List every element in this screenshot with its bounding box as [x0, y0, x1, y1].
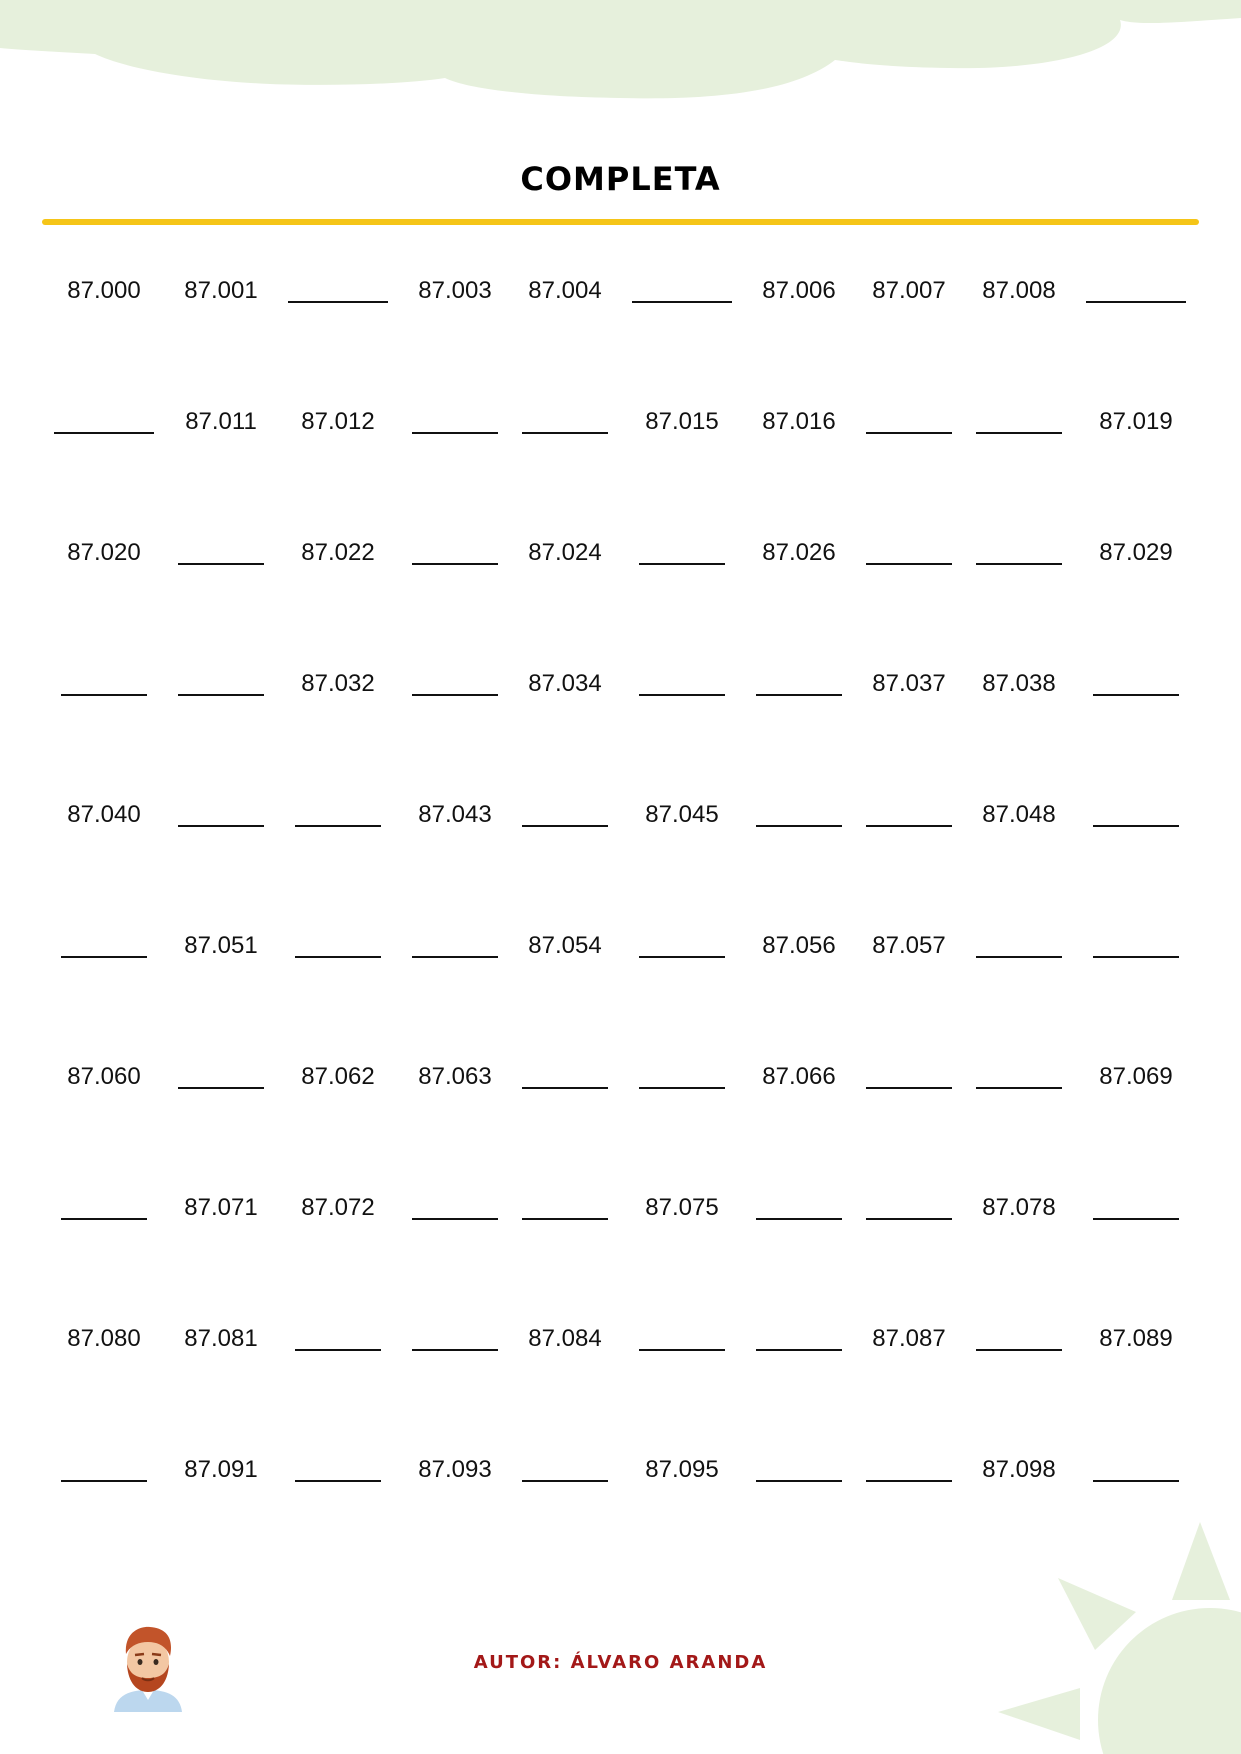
answer-blank[interactable]: [178, 1062, 264, 1092]
answer-blank[interactable]: [756, 1193, 842, 1223]
answer-blank[interactable]: [522, 1062, 608, 1092]
answer-blank[interactable]: [61, 1455, 147, 1485]
number-cell: 87.003: [418, 277, 492, 304]
answer-blank[interactable]: [178, 800, 264, 830]
number-cell: 87.015: [645, 408, 719, 435]
number-cell: 87.084: [528, 1325, 602, 1352]
answer-blank[interactable]: [54, 407, 154, 437]
number-cell: 87.019: [1099, 408, 1173, 435]
number-cell: 87.056: [762, 932, 836, 959]
answer-blank[interactable]: [866, 538, 952, 568]
number-cell: 87.043: [418, 801, 492, 828]
number-cell: 87.007: [872, 277, 946, 304]
number-cell: 87.057: [872, 932, 946, 959]
number-cell: 87.004: [528, 277, 602, 304]
answer-blank[interactable]: [412, 931, 498, 961]
answer-blank[interactable]: [295, 1455, 381, 1485]
answer-blank[interactable]: [522, 1455, 608, 1485]
number-cell: 87.063: [418, 1063, 492, 1090]
number-cell: 87.051: [184, 932, 258, 959]
number-cell: 87.006: [762, 277, 836, 304]
number-cell: 87.001: [184, 277, 258, 304]
answer-blank[interactable]: [295, 800, 381, 830]
number-cell: 87.091: [184, 1456, 258, 1483]
number-cell: 87.075: [645, 1194, 719, 1221]
number-cell: 87.087: [872, 1325, 946, 1352]
number-cell: 87.038: [982, 670, 1056, 697]
answer-blank[interactable]: [1093, 669, 1179, 699]
number-cell: 87.037: [872, 670, 946, 697]
number-cell: 87.029: [1099, 539, 1173, 566]
number-cell: 87.011: [185, 408, 257, 435]
answer-blank[interactable]: [866, 1062, 952, 1092]
author-credit: AUTOR: ÁLVARO ARANDA: [473, 1652, 768, 1673]
number-cell: 87.034: [528, 670, 602, 697]
answer-blank[interactable]: [976, 407, 1062, 437]
number-cell: 87.040: [67, 801, 141, 828]
number-cell: 87.048: [982, 801, 1056, 828]
number-cell: 87.022: [301, 539, 375, 566]
number-cell: 87.026: [762, 539, 836, 566]
answer-blank[interactable]: [61, 1193, 147, 1223]
number-cell: 87.069: [1099, 1063, 1173, 1090]
answer-blank[interactable]: [61, 931, 147, 961]
answer-blank[interactable]: [295, 1324, 381, 1354]
answer-blank[interactable]: [632, 276, 732, 306]
answer-blank[interactable]: [412, 1324, 498, 1354]
number-cell: 87.098: [982, 1456, 1056, 1483]
answer-blank[interactable]: [1093, 1455, 1179, 1485]
answer-blank[interactable]: [522, 1193, 608, 1223]
answer-blank[interactable]: [295, 931, 381, 961]
answer-blank[interactable]: [639, 669, 725, 699]
number-cell: 87.066: [762, 1063, 836, 1090]
answer-blank[interactable]: [639, 538, 725, 568]
number-cell: 87.008: [982, 277, 1056, 304]
number-cell: 87.072: [301, 1194, 375, 1221]
number-cell: 87.054: [528, 932, 602, 959]
answer-blank[interactable]: [1093, 931, 1179, 961]
page-title: COMPLETA: [520, 160, 721, 198]
answer-blank[interactable]: [976, 1324, 1062, 1354]
answer-blank[interactable]: [178, 538, 264, 568]
answer-blank[interactable]: [1086, 276, 1186, 306]
answer-blank[interactable]: [976, 931, 1062, 961]
number-cell: 87.071: [184, 1194, 258, 1221]
number-cell: 87.024: [528, 539, 602, 566]
number-cell: 87.078: [982, 1194, 1056, 1221]
answer-blank[interactable]: [976, 1062, 1062, 1092]
answer-blank[interactable]: [61, 669, 147, 699]
answer-blank[interactable]: [522, 407, 608, 437]
answer-blank[interactable]: [1093, 800, 1179, 830]
answer-blank[interactable]: [288, 276, 388, 306]
number-cell: 87.095: [645, 1456, 719, 1483]
answer-blank[interactable]: [522, 800, 608, 830]
number-cell: 87.020: [67, 539, 141, 566]
answer-blank[interactable]: [412, 407, 498, 437]
number-cell: 87.060: [67, 1063, 141, 1090]
answer-blank[interactable]: [976, 538, 1062, 568]
answer-blank[interactable]: [756, 1324, 842, 1354]
answer-blank[interactable]: [756, 800, 842, 830]
number-cell: 87.093: [418, 1456, 492, 1483]
answer-blank[interactable]: [1093, 1193, 1179, 1223]
number-cell: 87.032: [301, 670, 375, 697]
answer-blank[interactable]: [756, 1455, 842, 1485]
number-cell: 87.080: [67, 1325, 141, 1352]
answer-blank[interactable]: [639, 1062, 725, 1092]
answer-blank[interactable]: [866, 1455, 952, 1485]
number-cell: 87.012: [301, 408, 375, 435]
number-cell: 87.062: [301, 1063, 375, 1090]
answer-blank[interactable]: [639, 1324, 725, 1354]
number-cell: 87.045: [645, 801, 719, 828]
answer-blank[interactable]: [866, 1193, 952, 1223]
answer-blank[interactable]: [866, 407, 952, 437]
answer-blank[interactable]: [178, 669, 264, 699]
answer-blank[interactable]: [412, 669, 498, 699]
answer-blank[interactable]: [866, 800, 952, 830]
answer-blank[interactable]: [412, 1193, 498, 1223]
number-cell: 87.089: [1099, 1325, 1173, 1352]
answer-blank[interactable]: [756, 669, 842, 699]
number-cell: 87.016: [762, 408, 836, 435]
answer-blank[interactable]: [412, 538, 498, 568]
number-cell: 87.081: [184, 1325, 258, 1352]
answer-blank[interactable]: [639, 931, 725, 961]
number-cell: 87.000: [67, 277, 141, 304]
